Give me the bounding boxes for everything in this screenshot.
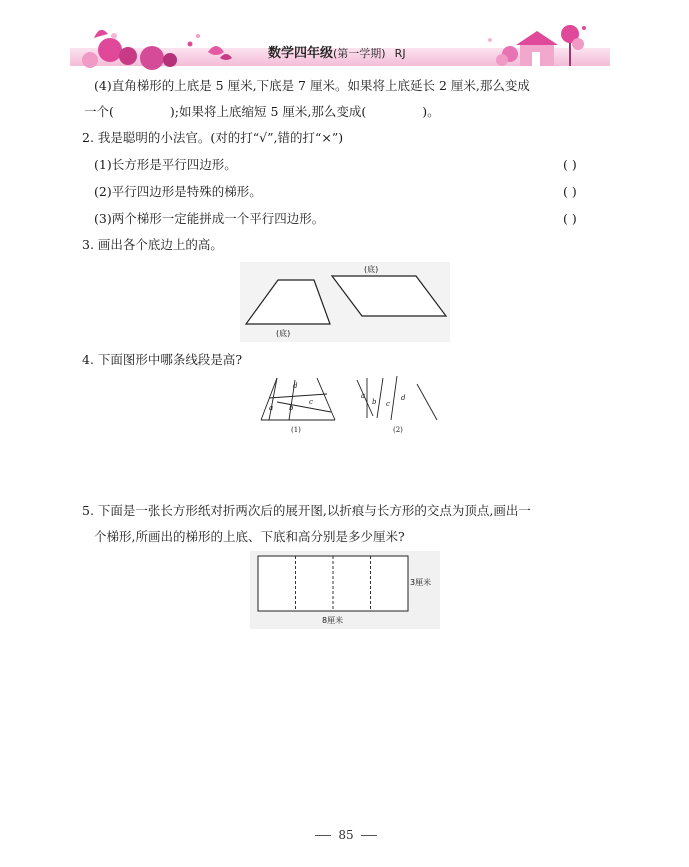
base-label-bottom: (底) [276, 329, 291, 338]
q4-line2: 一个( );如果将上底缩短 5 厘米,那么变成( )。 [84, 104, 440, 119]
page-number-dash-right [361, 835, 377, 836]
base-label-top: (底) [364, 265, 379, 274]
trapezoid-parallelogram-figure [240, 262, 450, 342]
figure-1-caption: (1) [291, 426, 301, 434]
height-dimension-label: 3厘米 [410, 578, 432, 587]
judge-item-1: (1)长方形是平行四边形。 [94, 157, 237, 172]
judge-answer-2[interactable]: ( ) [563, 184, 577, 199]
fig2-label-b: b [372, 398, 377, 406]
fig1-label-d: d [293, 382, 298, 390]
page-number-value: 85 [338, 828, 354, 842]
fig1-label-c: c [309, 398, 313, 406]
fig2-label-d: d [401, 394, 406, 402]
page-number [306, 828, 386, 842]
judge-item-2: (2)平行四边形是特殊的梯形。 [94, 184, 262, 199]
height-segments-figure [255, 372, 445, 440]
folded-paper-figure [250, 551, 440, 629]
figure-2-lines [357, 376, 437, 420]
draw-height-title: 3. 画出各个底边上的高。 [82, 237, 223, 252]
width-dimension-label: 8厘米 [322, 616, 344, 625]
fig2-label-a: a [361, 392, 366, 400]
q4-line1: (4)直角梯形的上底是 5 厘米,下底是 7 厘米。如果将上底延长 2 厘米,那么变成 [94, 78, 530, 93]
fig2-label-c: c [386, 400, 390, 408]
fig1-label-b: b [289, 404, 294, 412]
figure-2-caption: (2) [393, 426, 403, 434]
fig1-label-a: a [269, 404, 274, 412]
fold-line1: 5. 下面是一张长方形纸对折两次后的展开图,以折痕与长方形的交点为顶点,画出一 [82, 503, 531, 518]
judge-item-3: (3)两个梯形一定能拼成一个平行四边形。 [94, 211, 325, 226]
judge-answer-1[interactable]: ( ) [563, 157, 577, 172]
judge-title: 2. 我是聪明的小法官。(对的打“√”,错的打“×”) [82, 130, 344, 145]
which-height-title: 4. 下面图形中哪条线段是高? [82, 352, 243, 367]
judge-answer-3[interactable]: ( ) [563, 211, 577, 226]
figure-1-trapezoid [261, 378, 335, 420]
page-title: 数学四年级(第一学期) RJ [268, 46, 406, 61]
page-number-dash-left [315, 835, 331, 836]
fold-line2: 个梯形,所画出的梯形的上底、下底和高分别是多少厘米? [94, 529, 405, 544]
